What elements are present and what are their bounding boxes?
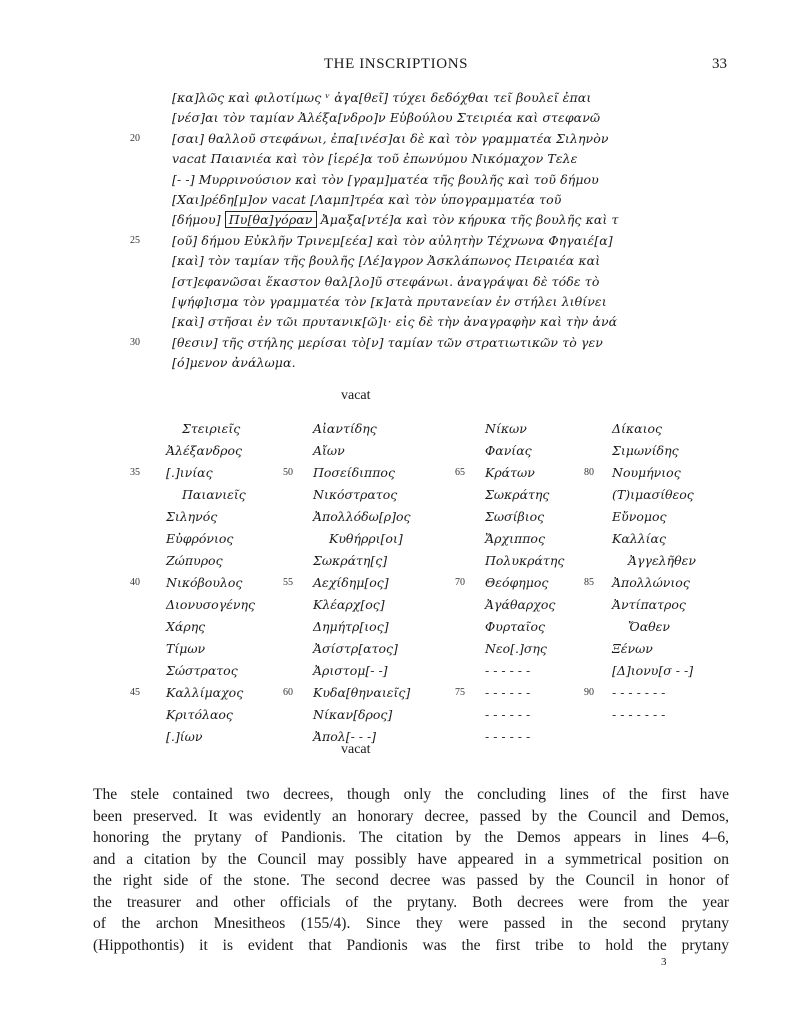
line-number: 85	[584, 577, 594, 588]
decree-line: [οῦ] δήμου Εὐκλῆν Τρινεμ[εέα] καὶ τὸν αὐλητὴν Τέχνωνα Φηγαιέ[α]	[172, 232, 613, 248]
name-entry: Εὔνομος	[612, 509, 667, 524]
decree-line: [στ]εφανῶσαι ἕκαστον θαλ[λο]ῦ στεφάνωι. ἀναγράψαι δὲ τόδε τὸ	[172, 273, 600, 289]
name-entry: Ποσείδιππος	[313, 465, 395, 480]
decree-line	[172, 212, 619, 227]
decree-line: [- -] Μυρρινούσιον καὶ τὸν [γραμ]ματέα τῆς βουλῆς καὶ τοῦ δήμου	[172, 171, 599, 187]
commentary-line: of the archon Mnesitheos (155/4). Since they were passed in the second prytany	[93, 915, 729, 932]
name-entry: Καλλίας	[612, 531, 666, 546]
name-entry: Σωκράτης	[485, 487, 550, 502]
name-entry: Σιμωνίδης	[612, 443, 679, 458]
name-entry: - - - - - -	[485, 685, 531, 700]
signature-mark: 3	[661, 956, 667, 968]
decree-line: [καὶ] τὸν ταμίαν τῆς βουλῆς [Λέ]αγρον Ἀσκλάπωνος Πειραιέα καὶ	[172, 253, 601, 269]
commentary-line: The stele contained two decrees, though only the concluding lines of the first have	[93, 786, 729, 803]
name-entry: Νουμήνιος	[612, 465, 681, 480]
name-entry: Κλέαρχ[ος]	[313, 597, 385, 612]
name-entry: Ἀγάθαρχος	[485, 597, 556, 612]
name-entry: Φυρταῖος	[485, 619, 545, 634]
name-entry: Εὐφρόνιος	[166, 531, 234, 546]
name-entry: Κράτων	[485, 465, 535, 480]
name-entry: Ἀπολ[- - -]	[313, 729, 377, 744]
name-entry: Ἀντίπατρος	[612, 597, 686, 612]
name-entry: Ὄαθεν	[628, 619, 670, 634]
name-entry: Δημήτρ[ιος]	[313, 619, 389, 634]
name-entry: Ξένων	[612, 641, 653, 656]
name-entry: Νίκαν[δρος]	[313, 707, 393, 722]
line-number: 75	[455, 687, 465, 698]
name-entry: - - - - - - -	[612, 685, 666, 700]
name-entry: - - - - - - -	[612, 707, 666, 722]
line-number: 35	[130, 467, 140, 478]
commentary-line: (Hippothontis) it is evident that Pandionis was the first tribe to hold the prytany	[93, 936, 729, 954]
name-entry: Χάρης	[166, 619, 206, 634]
name-entry: Αεχίδημ[ος]	[313, 575, 389, 590]
decree-line: [ψήφ]ισμα τὸν γραμματέα τὸν [κ]ατὰ πρυτανείαν ἐν στήλει λιθίνει	[172, 294, 607, 309]
commentary-line: the treasurer and other officials of the prytany. Both decrees were from the year	[93, 893, 729, 911]
name-entry: Τίμων	[166, 641, 206, 656]
decree-line: [σαι] θαλλοῦ στεφάνωι, ἐπα[ινέσ]αι δὲ καὶ τὸν γραμματέα Σιληνὸν	[172, 130, 609, 146]
name-entry: Ζώπυρος	[166, 553, 223, 568]
decree-line: [ό]μενον ἀνάλωμα.	[172, 355, 296, 371]
decree-line-pre: [δήμου]	[172, 212, 225, 228]
name-entry: Ἀλέξανδρος	[166, 443, 242, 458]
decree-line: [νέσ]αι τὸν ταμίαν Ἀλέξα[νδρο]ν Εὐβούλου Στειριέα καὶ στεφανῶ	[172, 110, 601, 126]
line-number: 30	[130, 336, 140, 348]
line-number: 55	[283, 577, 293, 588]
line-number: 45	[130, 687, 140, 698]
commentary-line: honoring the prytany of Pandionis. The citation by the Demos appears in lines 4–6,	[93, 829, 729, 846]
name-entry: Αἴων	[313, 443, 345, 458]
name-entry: Παιανιεῖς	[182, 487, 246, 502]
line-number: 80	[584, 467, 594, 478]
name-entry: Νίκων	[485, 421, 527, 436]
name-entry: Νεο[.]σης	[485, 641, 547, 656]
decree-line-post: Ἀμαξα[ντέ]α καὶ τὸν κήρυκα τῆς βουλῆς καὶ τ	[316, 212, 619, 228]
vacat-after-decree: vacat	[341, 388, 371, 403]
name-entry: Θεόφημος	[485, 575, 549, 590]
name-entry: Κριτόλαος	[166, 707, 233, 722]
decree-line: [κα]λῶς καὶ φιλοτίμως ᵛ ἀγα[θεῖ] τύχει δεδόχθαι τεῖ βουλεῖ ἐπαι	[172, 90, 592, 105]
name-entry: [.]ινίας	[166, 465, 213, 480]
commentary-line: and a citation by the Council may possibly have appeared in a symmetrical position on	[93, 850, 729, 868]
name-entry: [Δ]ιονυ[σ - -]	[612, 663, 694, 678]
name-entry: Στειριεῖς	[182, 421, 241, 436]
name-entry: - - - - - -	[485, 663, 531, 678]
line-number: 60	[283, 687, 293, 698]
name-entry: Σώστρατος	[166, 663, 238, 678]
name-entry: [.]ίων	[166, 729, 203, 744]
running-title: THE INSCRIPTIONS	[323, 56, 469, 72]
name-entry: Κυθήρρι[οι]	[329, 531, 403, 546]
name-entry: Ἀπολλώνιος	[612, 575, 690, 590]
name-entry: Δίκαιος	[612, 421, 662, 436]
line-number: 50	[283, 467, 293, 478]
line-number: 20	[130, 132, 140, 144]
line-number: 70	[455, 577, 465, 588]
line-number: 25	[130, 234, 140, 246]
name-entry: Ἀπολλόδω[ρ]ος	[313, 509, 411, 524]
commentary-line: the right side of the stone. The second decree was passed by the Council in honor of	[93, 872, 729, 889]
decree-line: [καὶ] στῆσαι ἐν τῶι πρυτανικ[ῶ]ι· εἰς δὲ τὴν ἀναγραφὴν καὶ τὴν ἀνά	[172, 314, 618, 330]
name-entry: Ἄρχιππος	[485, 531, 545, 546]
page-number: 33	[712, 56, 727, 72]
name-entry: Κυδα[θηναιεῖς]	[313, 685, 411, 700]
name-entry: Αἰαντίδης	[313, 421, 377, 436]
name-entry: (Τ)ιμασίθεος	[612, 487, 694, 502]
name-entry: Φανίας	[485, 443, 532, 458]
boxed-name: Πυ[θα]γόραν	[225, 211, 317, 228]
name-entry: Νικόστρατος	[313, 487, 398, 502]
vacat-after-names: vacat	[341, 742, 371, 757]
name-entry: Σωσίβιος	[485, 509, 545, 524]
name-entry: Ἀγγελῆθεν	[628, 553, 696, 568]
name-entry: - - - - - -	[485, 707, 531, 722]
name-entry: Πολυκράτης	[485, 553, 565, 568]
name-entry: Νικόβουλος	[166, 575, 243, 590]
name-entry: Ἀριστομ[- -]	[313, 663, 388, 678]
name-entry: - - - - - -	[485, 729, 531, 744]
decree-line: [Χαι]ρέδη[μ]ον vacat [Λαμπ]τρέα καὶ τὸν ὑπογραμματέα τοῦ	[172, 192, 562, 207]
name-entry: Διονυσογένης	[166, 597, 255, 612]
line-number: 65	[455, 467, 465, 478]
name-entry: Σιληνός	[166, 509, 218, 524]
commentary-line: been preserved. It was evidently an honorary decree, passed by the Council and Demos,	[93, 807, 729, 825]
line-number: 40	[130, 577, 140, 588]
decree-line: [θεσιν] τῆς στήλης μερίσαι τὸ[ν] ταμίαν τῶν στρατιωτικῶν τὸ γεν	[172, 334, 603, 350]
name-entry: Ἀσίστρ[ατος]	[313, 641, 398, 656]
decree-line: vacat Παιανιέα καὶ τὸν [ἱερέ]α τοῦ ἐπωνύμου Νικόμαχον Τελε	[172, 151, 578, 167]
name-entry: Καλλίμαχος	[166, 685, 244, 700]
name-entry: Σωκράτη[ς]	[313, 553, 388, 568]
line-number: 90	[584, 687, 594, 698]
